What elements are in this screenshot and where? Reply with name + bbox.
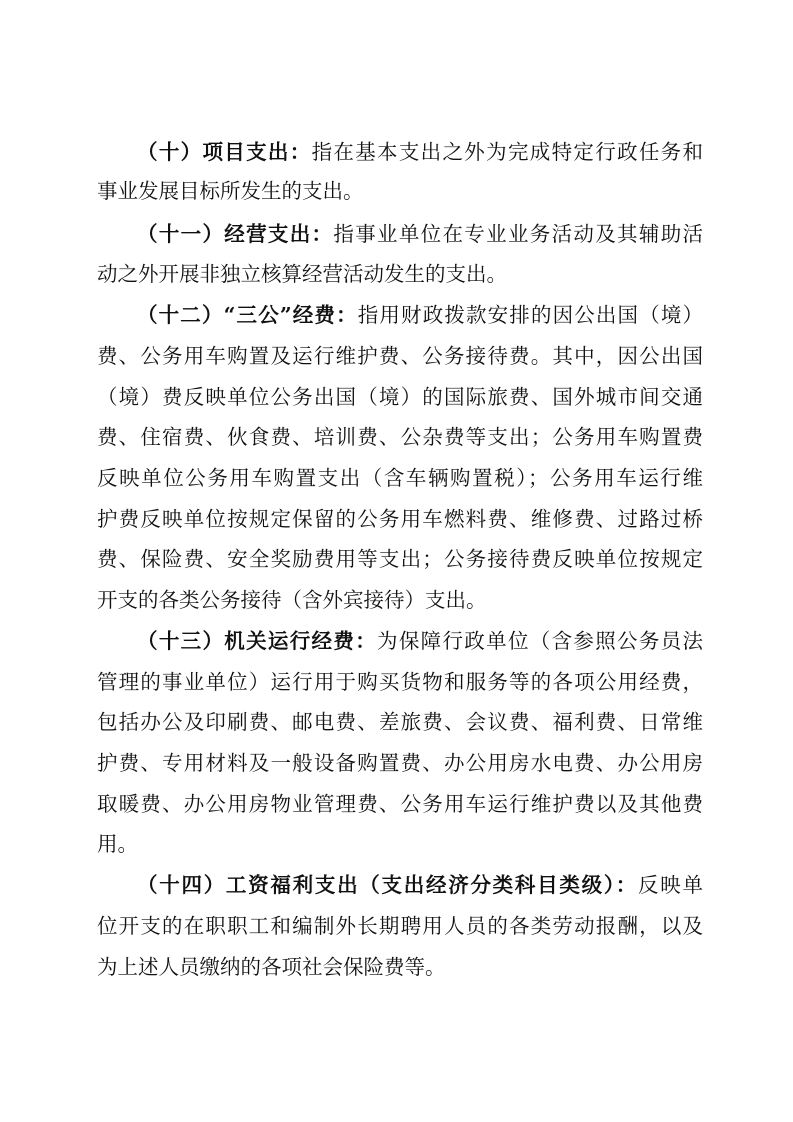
paragraph-13-line: 用。 — [97, 832, 138, 856]
paragraph-12-first-line — [137, 300, 703, 330]
paragraph-12-line: 反映单位公务用车购置支出（含车辆购置税）；公务用车运行维 — [97, 466, 703, 490]
paragraph-12-line: 护费反映单位按规定保留的公务用车燃料费、维修费、过路过桥 — [97, 507, 703, 531]
paragraph-12-text: 指用财政拨款安排的因公出国（境） — [357, 303, 704, 327]
paragraph-14-text: 反映单 — [638, 873, 704, 897]
paragraph-13-line: 管理的事业单位）运行用于购买货物和服务等的各项公用经费， — [97, 670, 703, 694]
paragraph-13-heading: （十三）机关运行经费： — [137, 629, 378, 653]
paragraph-13-text: 为保障行政单位（含参照公务员法 — [377, 629, 704, 653]
paragraph-13-line: 护费、专用材料及一般设备购置费、办公用房水电费、办公用房 — [97, 751, 703, 775]
paragraph-14-line: 位开支的在职职工和编制外长期聘用人员的各类劳动报酬，以及 — [97, 914, 703, 938]
paragraph-13-line: 取暖费、办公用房物业管理费、公务用车运行维护费以及其他费 — [97, 792, 703, 816]
paragraph-12-line: 费、公务用车购置及运行维护费、公务接待费。其中，因公出国 — [97, 344, 703, 368]
paragraph-12-line: 费、住宿费、伙食费、培训费、公杂费等支出；公务用车购置费 — [97, 425, 703, 449]
paragraph-11-text: 指事业单位在专业业务活动及其辅助活 — [333, 222, 704, 246]
paragraph-10-first-line — [137, 137, 703, 167]
paragraph-12-line: 开支的各类公务接待（含外宾接待）支出。 — [97, 588, 487, 612]
paragraph-10-heading: （十）项目支出： — [137, 140, 312, 164]
paragraph-12-line: （境）费反映单位公务出国（境）的国际旅费、国外城市间交通 — [97, 385, 703, 409]
paragraph-11-line: 动之外开展非独立核算经营活动发生的支出。 — [97, 262, 507, 286]
paragraph-11-heading: （十一）经营支出： — [137, 222, 334, 246]
paragraph-13-first-line — [137, 626, 703, 656]
paragraph-13-line: 包括办公及印刷费、邮电费、差旅费、会议费、福利费、日常维 — [97, 710, 703, 734]
paragraph-12-line: 费、保险费、安全奖励费用等支出；公务接待费反映单位按规定 — [97, 547, 703, 571]
paragraph-11-first-line — [137, 219, 703, 249]
paragraph-10-text: 指在基本支出之外为完成特定行政任务和 — [311, 140, 704, 164]
paragraph-14-heading: （十四）工资福利支出（支出经济分类科目类级）： — [137, 873, 639, 897]
paragraph-14-line: 为上述人员缴纳的各项社会保险费等。 — [97, 955, 446, 979]
paragraph-10-line: 事业发展目标所发生的支出。 — [97, 179, 364, 203]
paragraph-14-first-line — [137, 870, 703, 900]
paragraph-12-heading: （十二）“三公”经费： — [137, 303, 358, 327]
